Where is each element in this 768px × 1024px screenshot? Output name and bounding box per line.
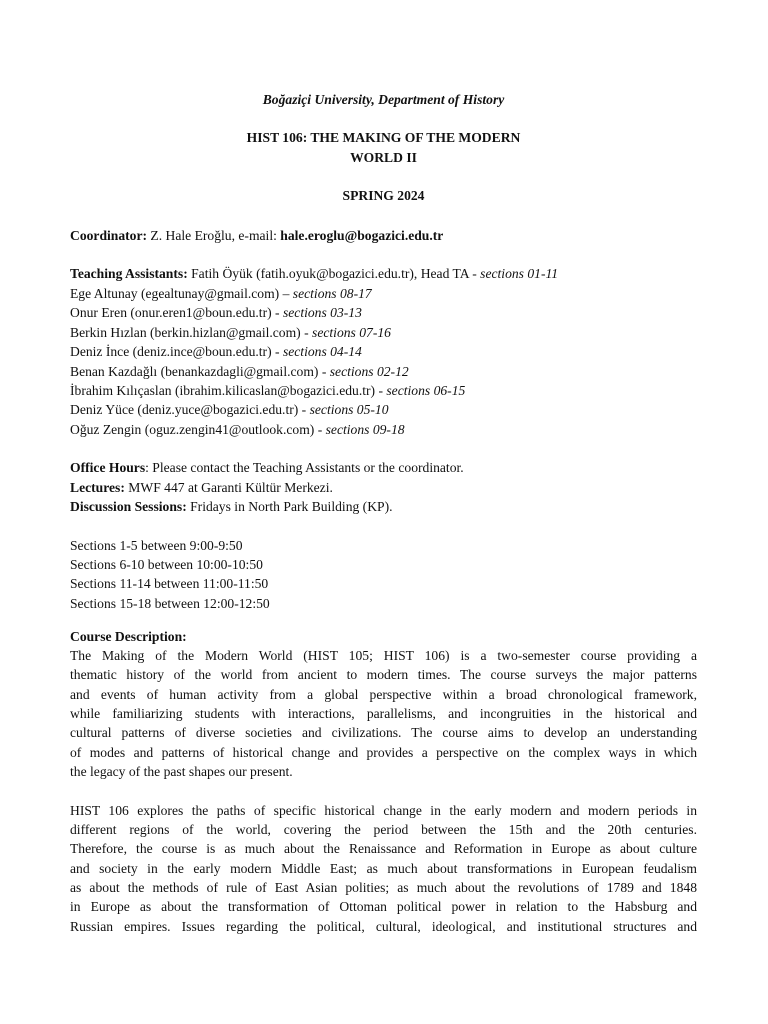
office-hours-label: Office Hours: [70, 460, 146, 475]
schedule-line: Sections 1-5 between 9:00-9:50: [70, 538, 243, 553]
schedule-line: Sections 6-10 between 10:00-10:50: [70, 557, 263, 572]
description-p1-line: the legacy of the past shapes our present.: [70, 764, 293, 779]
ta-sections: sections 05-10: [309, 402, 389, 417]
ta-line-7: [70, 381, 465, 400]
ta-line-1: [70, 264, 558, 283]
description-p1-line: while familiarizing students with interactions, parallelisms, and incongruities in the historical and: [70, 706, 697, 721]
schedule-line: Sections 11-14 between 11:00-11:50: [70, 576, 269, 591]
ta-line-9: [70, 420, 405, 439]
ta-entry: Fatih Öyük (fatih.oyuk@bogazici.edu.tr), Head TA -: [187, 266, 481, 281]
ta-sections: sections 09-18: [325, 422, 405, 437]
ta-entry: İbrahim Kılıçaslan (ibrahim.kilicaslan@bogazici.edu.tr) -: [70, 383, 387, 398]
office-hours-text: : Please contact the Teaching Assistants or the coordinator.: [145, 460, 464, 475]
discussion-text: Fridays in North Park Building (KP).: [186, 499, 393, 514]
coordinator-email: hale.eroglu@bogazici.edu.tr: [280, 228, 444, 243]
ta-entry: Deniz Yüce (deniz.yuce@bogazici.edu.tr) -: [70, 402, 310, 417]
ta-entry: Onur Eren (onur.eren1@boun.edu.tr) -: [70, 305, 283, 320]
ta-sections: sections 07-16: [312, 325, 391, 340]
ta-line-2: [70, 284, 372, 303]
description-p1-line: of modes and patterns of historical change and provides a perspective on the complex ways in which: [70, 745, 697, 760]
ta-entry: Deniz İnce (deniz.ince@boun.edu.tr) -: [70, 344, 283, 359]
description-p2-line: as about the methods of rule of East Asian polities; as much about the revolutions of 1789 and 1848: [70, 880, 697, 895]
ta-entry: Berkin Hızlan (berkin.hizlan@gmail.com) -: [70, 325, 313, 340]
discussion-label: Discussion Sessions:: [70, 499, 187, 514]
lectures-line: [70, 478, 333, 497]
coordinator-name: Z. Hale Eroğlu, e-mail:: [147, 228, 281, 243]
description-p2-line: Therefore, the course is as much about the Renaissance and Reformation in Europe as about culture: [70, 841, 697, 856]
ta-entry: Benan Kazdağlı (benankazdagli@gmail.com) -: [70, 364, 330, 379]
description-p2-line: different regions of the world, covering the period between the 15th and the 20th centuries.: [70, 822, 697, 837]
ta-line-5: [70, 342, 362, 361]
ta-line-4: [70, 323, 391, 342]
description-p1-line: and events of human activity from a global perspective within a broad chronological framework,: [70, 687, 697, 702]
ta-sections: sections 01-11: [480, 266, 559, 281]
description-p1-line: thematic history of the world from ancient to modern times. The course surveys the major patterns: [70, 667, 697, 682]
ta-sections: sections 04-14: [282, 344, 362, 359]
description-p2-line: and society in the early modern Middle East; as much about transformations in European feudalism: [70, 861, 697, 876]
schedule-line: Sections 15-18 between 12:00-12:50: [70, 596, 270, 611]
course-description-heading: Course Description:: [70, 629, 187, 644]
description-p2-line: in Europe as about the transformation of Ottoman political power in relation to the Habsburg and: [70, 899, 697, 914]
ta-entry: Ege Altunay (egealtunay@gmail.com) –: [70, 286, 293, 301]
course-title-line-1: HIST 106: THE MAKING OF THE MODERN: [246, 130, 521, 145]
ta-sections: sections 08-17: [292, 286, 372, 301]
lectures-text: MWF 447 at Garanti Kültür Merkezi.: [124, 480, 333, 495]
ta-sections: sections 03-13: [282, 305, 362, 320]
ta-sections: sections 02-12: [329, 364, 409, 379]
description-p1-line: cultural patterns of diverse societies and civilizations. The course aims to develop an understanding: [70, 725, 697, 740]
description-p1-line: The Making of the Modern World (HIST 105; HIST 106) is a two-semester course providing a: [70, 648, 697, 663]
office-hours-line: [70, 458, 464, 477]
ta-line-6: [70, 362, 409, 381]
coordinator-label: Coordinator:: [70, 228, 148, 243]
ta-line-8: [70, 400, 389, 419]
discussion-line: [70, 497, 393, 516]
ta-line-3: [70, 303, 362, 322]
ta-label: Teaching Assistants:: [70, 266, 188, 281]
institution-heading: Boğaziçi University, Department of History: [262, 92, 505, 107]
description-p2-line: Russian empires. Issues regarding the political, cultural, ideological, and institutional structures and: [70, 919, 697, 934]
course-title-line-2: WORLD II: [350, 150, 417, 165]
description-p2-line: HIST 106 explores the paths of specific historical change in the early modern and modern periods in: [70, 803, 697, 818]
ta-entry: Oğuz Zengin (oguz.zengin41@outlook.com) -: [70, 422, 326, 437]
lectures-label: Lectures:: [70, 480, 125, 495]
term-heading: SPRING 2024: [342, 188, 425, 203]
coordinator-line: [70, 226, 443, 245]
ta-sections: sections 06-15: [386, 383, 466, 398]
